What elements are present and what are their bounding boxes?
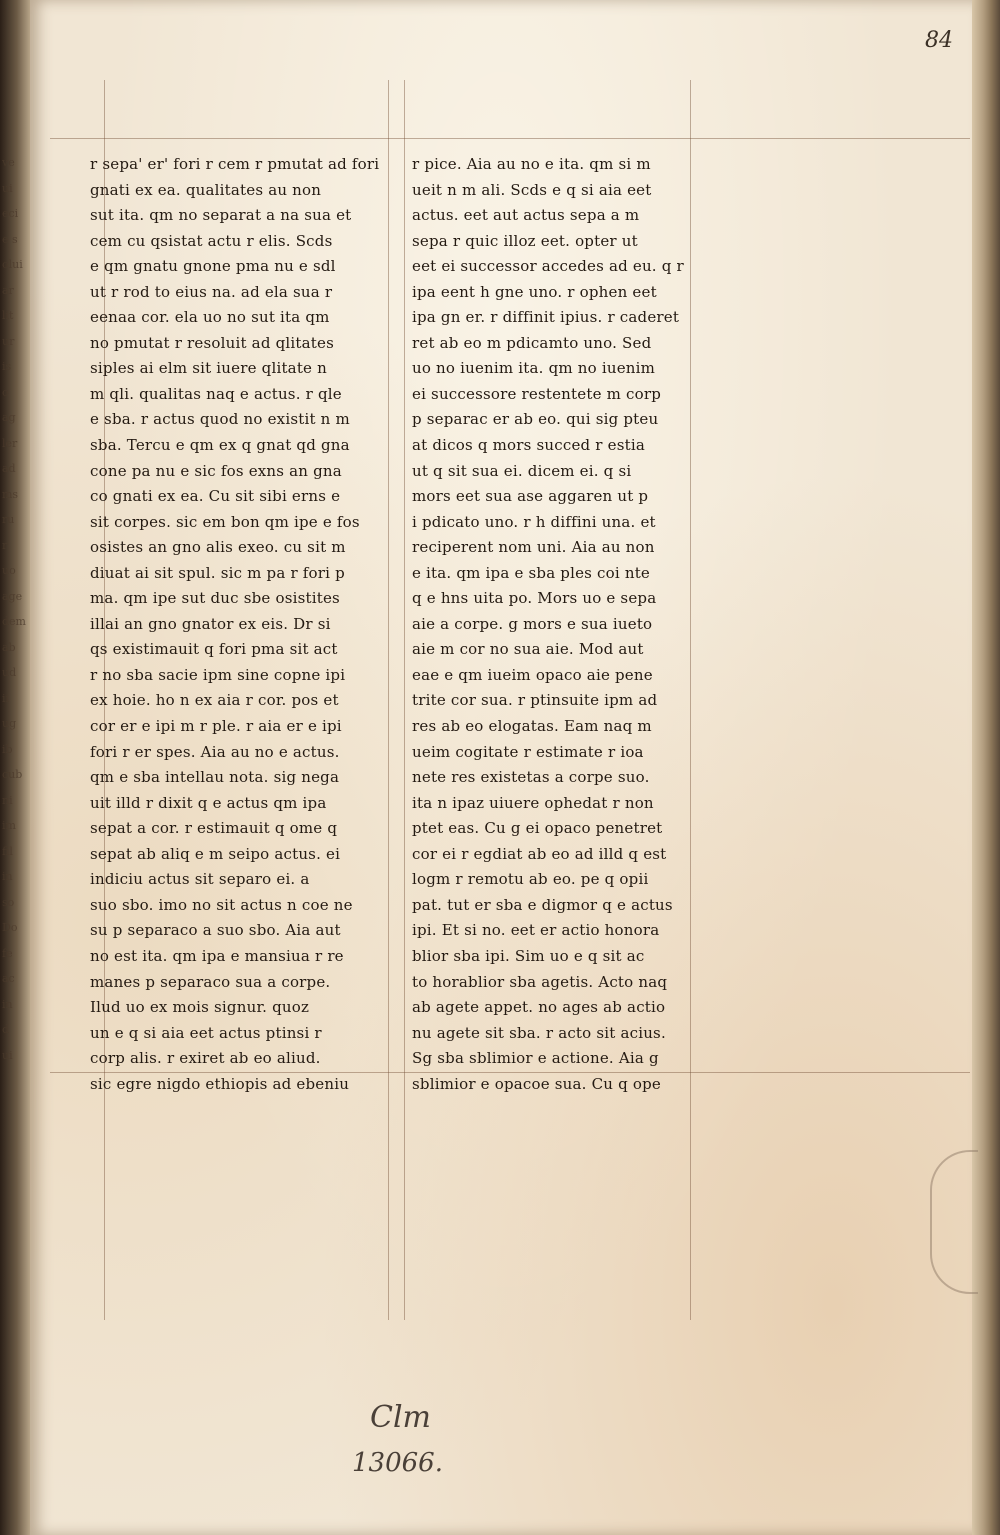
text-line-left: un e q si aia eet actus ptinsi r bbox=[90, 1023, 322, 1042]
text-line-right: to horablior sba agetis. Acto naq bbox=[412, 972, 668, 991]
text-line-right: ptet eas. Cu g ei opaco penetret bbox=[412, 819, 663, 838]
text-line-left: ma. qm ipe sut duc sbe osistites bbox=[90, 589, 340, 608]
text-line-left: Ilud uo ex mois signur. quoz bbox=[90, 998, 310, 1017]
binding-fragment: olui bbox=[2, 258, 23, 271]
text-column-right bbox=[412, 152, 697, 1097]
binding-fragment: so bbox=[2, 895, 15, 909]
binding-fragment: r bbox=[2, 538, 8, 552]
text-line-right: at dicos q mors succed r estia bbox=[412, 436, 645, 455]
binding-fragment: ur bbox=[2, 334, 15, 348]
text-line-right: r pice. Aia au no e ita. qm si m bbox=[412, 155, 651, 173]
text-line-right: sblimior e opacoe sua. Cu q ope bbox=[412, 1074, 662, 1093]
binding-fragment: is bbox=[2, 360, 12, 373]
text-line-right: aie m cor no sua aie. Mod aut bbox=[412, 640, 644, 659]
ruling-line bbox=[50, 138, 970, 139]
ruling-line bbox=[388, 80, 389, 1320]
binding-fragment: fil bbox=[2, 844, 13, 858]
text-line-left: qs existimauit q fori pma sit act bbox=[90, 640, 338, 659]
binding-fragment: ac bbox=[2, 972, 15, 985]
binding-fragment: age bbox=[2, 589, 23, 603]
folio-number: 84 bbox=[925, 28, 953, 53]
text-line-left: sut ita. qm no separat a na sua et bbox=[90, 206, 352, 225]
shelfmark-line1: Clm bbox=[370, 1400, 431, 1435]
binding-fragment: ar bbox=[2, 283, 14, 297]
binding-fragment: in bbox=[2, 997, 13, 1011]
binding-fragment: o bbox=[2, 385, 9, 399]
binding-fragment: ler bbox=[2, 436, 18, 450]
text-line-left: r sepa' er' fori r cem r pmutat ad fori bbox=[90, 155, 380, 173]
text-line-right: blior sba ipi. Sim uo e q sit ac bbox=[412, 946, 645, 965]
binding-fragment: ib bbox=[2, 742, 13, 756]
text-line-right: aie a corpe. g mors e sua iueto bbox=[412, 614, 653, 633]
binding-fragment: ms bbox=[2, 487, 19, 501]
text-line-left: co gnati ex ea. Cu sit sibi erns e bbox=[90, 487, 341, 506]
text-line-right: ipa eent h gne uno. r ophen eet bbox=[412, 282, 657, 301]
binding-fragment: ve bbox=[2, 156, 15, 169]
text-line-left: cone pa nu e sic fos exns an gna bbox=[90, 461, 342, 480]
text-line-left: fori r er spes. Aia au no e actus. bbox=[90, 742, 340, 761]
text-line-left: e sba. r actus quod no existit n m bbox=[90, 410, 350, 429]
text-line-left: diuat ai sit spul. sic m pa r fori p bbox=[90, 563, 345, 582]
page-edge bbox=[972, 0, 1000, 1535]
binding-fragment: ad bbox=[2, 462, 16, 475]
text-line-right: q e hns uita po. Mors uo e sepa bbox=[412, 589, 657, 608]
binding-fragment: im bbox=[2, 819, 16, 832]
text-line-right: ipa gn er. r diffinit ipius. r caderet bbox=[412, 308, 680, 327]
text-line-left: ut r rod to eius na. ad ela sua r bbox=[90, 282, 333, 301]
text-line-right: Sg sba sblimior e actione. Aia g bbox=[412, 1049, 659, 1068]
text-line-left: uit illd r dixit q e actus qm ipa bbox=[90, 793, 327, 812]
text-line-left: gnati ex ea. qualitates au non bbox=[90, 180, 322, 199]
text-line-left: no pmutat r resoluit ad qlitates bbox=[90, 333, 334, 352]
binding-fragment: Do bbox=[2, 921, 18, 934]
text-line-left: manes p separaco sua a corpe. bbox=[90, 972, 331, 991]
binding-fragment: ab bbox=[2, 640, 16, 654]
text-line-right: ei successore restentete m corp bbox=[412, 384, 662, 403]
binding-fragment: cub bbox=[2, 768, 23, 781]
text-line-left: qm e sba intellau nota. sig nega bbox=[90, 768, 340, 787]
binding-fragment: in bbox=[2, 870, 13, 883]
text-line-right: e ita. qm ipa e sba ples coi nte bbox=[412, 563, 651, 582]
binding-fragment: ru bbox=[2, 513, 15, 526]
text-line-right: pat. tut er sba e digmor q e actus bbox=[412, 895, 673, 914]
text-line-right: ret ab eo m pdicamto uno. Sed bbox=[412, 333, 652, 352]
text-line-left: r no sba sacie ipm sine copne ipi bbox=[90, 665, 346, 684]
text-line-right: p separac er ab eo. qui sig pteu bbox=[412, 410, 659, 429]
text-line-right: res ab eo elogatas. Eam naq m bbox=[412, 717, 652, 736]
text-line-left: e qm gnatu gnone pma nu e sdl bbox=[90, 257, 336, 276]
ruling-line bbox=[404, 80, 405, 1320]
text-line-left: sit corpes. sic em bon qm ipe e fos bbox=[90, 512, 360, 531]
text-line-left: ex hoie. ho n ex aia r cor. pos et bbox=[90, 691, 339, 710]
text-line-left: suo sbo. imo no sit actus n coe ne bbox=[90, 895, 353, 914]
text-line-left: sepat ab aliq e m seipo actus. ei bbox=[90, 844, 341, 863]
text-line-right: logm r remotu ab eo. pe q opii bbox=[412, 870, 649, 889]
binding-fragment: ni bbox=[2, 793, 13, 807]
text-line-left: eenaa cor. ela uo no sut ita qm bbox=[90, 308, 330, 327]
binding-fragment: uo bbox=[2, 564, 16, 577]
text-line-left: sba. Tercu e qm ex q gnat qd gna bbox=[90, 436, 350, 455]
binding-fragment: ug bbox=[2, 717, 17, 730]
text-line-left: siples ai elm sit iuere qlitate n bbox=[90, 359, 327, 378]
binding-fragments bbox=[2, 150, 28, 1068]
text-line-left: osistes an gno alis exeo. cu sit m bbox=[90, 538, 346, 557]
text-line-right: i pdicato uno. r h diffini una. et bbox=[412, 512, 656, 531]
text-line-right: ut q sit sua ei. dicem ei. q si bbox=[412, 461, 632, 480]
text-line-left: su p separaco a suo sbo. Aia aut bbox=[90, 921, 341, 940]
binding-fragment: ud bbox=[2, 666, 17, 679]
text-line-right: cor ei r egdiat ab eo ad illd q est bbox=[412, 844, 667, 863]
text-line-left: indiciu actus sit separo ei. a bbox=[90, 870, 310, 889]
text-line-right: reciperent nom uni. Aia au non bbox=[412, 538, 655, 557]
binding-fragment: d bbox=[2, 1023, 10, 1036]
text-line-left: no est ita. qm ipa e mansiua r re bbox=[90, 946, 344, 965]
binding-fragment: fe bbox=[2, 946, 13, 960]
text-line-right: sepa r quic illoz eet. opter ut bbox=[412, 231, 638, 250]
text-line-right: ueim cogitate r estimate r ioa bbox=[412, 742, 644, 761]
binding-fragment: eci bbox=[2, 207, 19, 220]
text-line-right: ipi. Et si no. eet er actio honora bbox=[412, 921, 660, 940]
text-line-right: ueit n m ali. Scds e q si aia eet bbox=[412, 180, 652, 199]
text-line-left: cem cu qsistat actu r elis. Scds bbox=[90, 231, 333, 250]
shelfmark-line2: 13066. bbox=[352, 1448, 443, 1478]
binding-fragment: ui bbox=[2, 1048, 13, 1062]
text-line-right: actus. eet aut actus sepa a m bbox=[412, 206, 640, 225]
text-line-left: sic egre nigdo ethiopis ad ebeniu bbox=[90, 1074, 350, 1093]
binding-fragment: lit bbox=[2, 309, 14, 322]
binding-fragment: dem bbox=[2, 615, 26, 628]
binding-fragment: ag bbox=[2, 411, 16, 424]
text-line-right: eet ei successor accedes ad eu. q r bbox=[412, 257, 684, 276]
text-line-left: cor er e ipi m r ple. r aia er e ipi bbox=[90, 717, 342, 736]
text-line-left: illai an gno gnator ex eis. Dr si bbox=[90, 614, 331, 633]
text-line-right: mors eet sua ase aggaren ut p bbox=[412, 487, 649, 506]
text-line-right: nete res existetas a corpe suo. bbox=[412, 768, 650, 787]
text-line-left: sepat a cor. r estimauit q ome q bbox=[90, 819, 338, 838]
text-line-left: m qli. qualitas naq e actus. r qle bbox=[90, 384, 342, 403]
binding-fragment: ui bbox=[2, 181, 13, 195]
text-line-right: uo no iuenim ita. qm no iuenim bbox=[412, 359, 656, 378]
text-line-right: ita n ipaz uiuere ophedat r non bbox=[412, 793, 654, 812]
text-line-right: ab agete appet. no ages ab actio bbox=[412, 998, 666, 1017]
binding-fragment: e s bbox=[2, 232, 18, 246]
page-tab-mark bbox=[930, 1150, 978, 1294]
text-line-left: corp alis. r exiret ab eo aliud. bbox=[90, 1049, 321, 1068]
text-line-right: eae e qm iueim opaco aie pene bbox=[412, 665, 653, 684]
binding-fragment: ii bbox=[2, 691, 10, 705]
text-column-left bbox=[90, 152, 382, 1097]
text-line-right: trite cor sua. r ptinsuite ipm ad bbox=[412, 691, 658, 710]
text-line-right: nu agete sit sba. r acto sit acius. bbox=[412, 1023, 666, 1042]
